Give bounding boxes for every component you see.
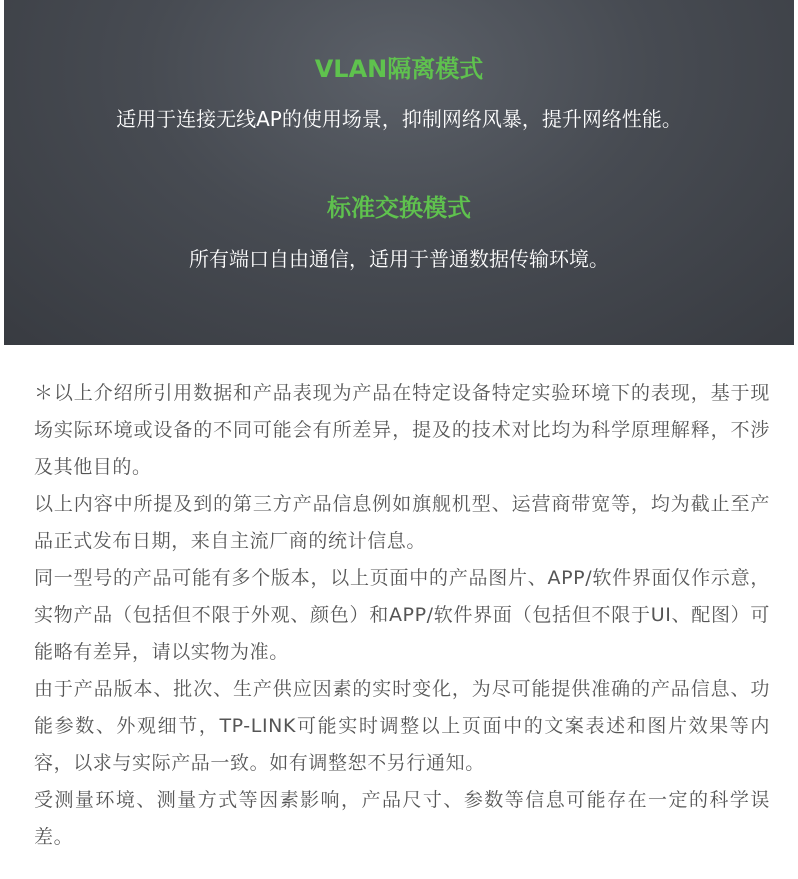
disclaimer-paragraph-test-conditions: ＊以上介绍所引用数据和产品表现为产品在特定设备特定实验环境下的表现，基于现场实际环境或设备的不同可能会有所差异，提及的技术对比均为科学原理解释，不涉及其他目的。 (34, 382, 770, 478)
disclaimer-paragraph-measurement: 受测量环境、测量方式等因素影响，产品尺寸、参数等信息可能存在一定的科学误差。 (34, 789, 770, 848)
disclaimer-paragraph-adjustments: 由于产品版本、批次、生产供应因素的实时变化，为尽可能提供准确的产品信息、功能参数、外观细节，TP-LINK可能实时调整以上页面中的文案表述和图片效果等内容，以求与实际产品一致。如有调整恕不另行通知。 (34, 678, 770, 774)
vlan-mode-description: 适用于连接无线AP的使用场景，抑制网络风暴，提升网络性能。 (116, 107, 682, 131)
disclaimer-paragraph-versions: 同一型号的产品可能有多个版本，以上页面中的产品图片、APP/软件界面仅作示意，实物产品（包括但不限于外观、颜色）和APP/软件界面（包括但不限于UI、配图）可能略有差异，请以实物为准。 (34, 567, 770, 663)
vlan-mode-title: VLAN隔离模式 (314, 55, 484, 83)
standard-mode-title: 标准交换模式 (327, 194, 471, 222)
disclaimer-paragraph-third-party: 以上内容中所提及到的第三方产品信息例如旗舰机型、运营商带宽等，均为截止至产品正式发布日期，来自主流厂商的统计信息。 (34, 493, 770, 552)
feature-banner (4, 0, 794, 345)
standard-mode-description: 所有端口自由通信，适用于普通数据传输环境。 (189, 247, 609, 271)
disclaimer-section (34, 375, 770, 856)
